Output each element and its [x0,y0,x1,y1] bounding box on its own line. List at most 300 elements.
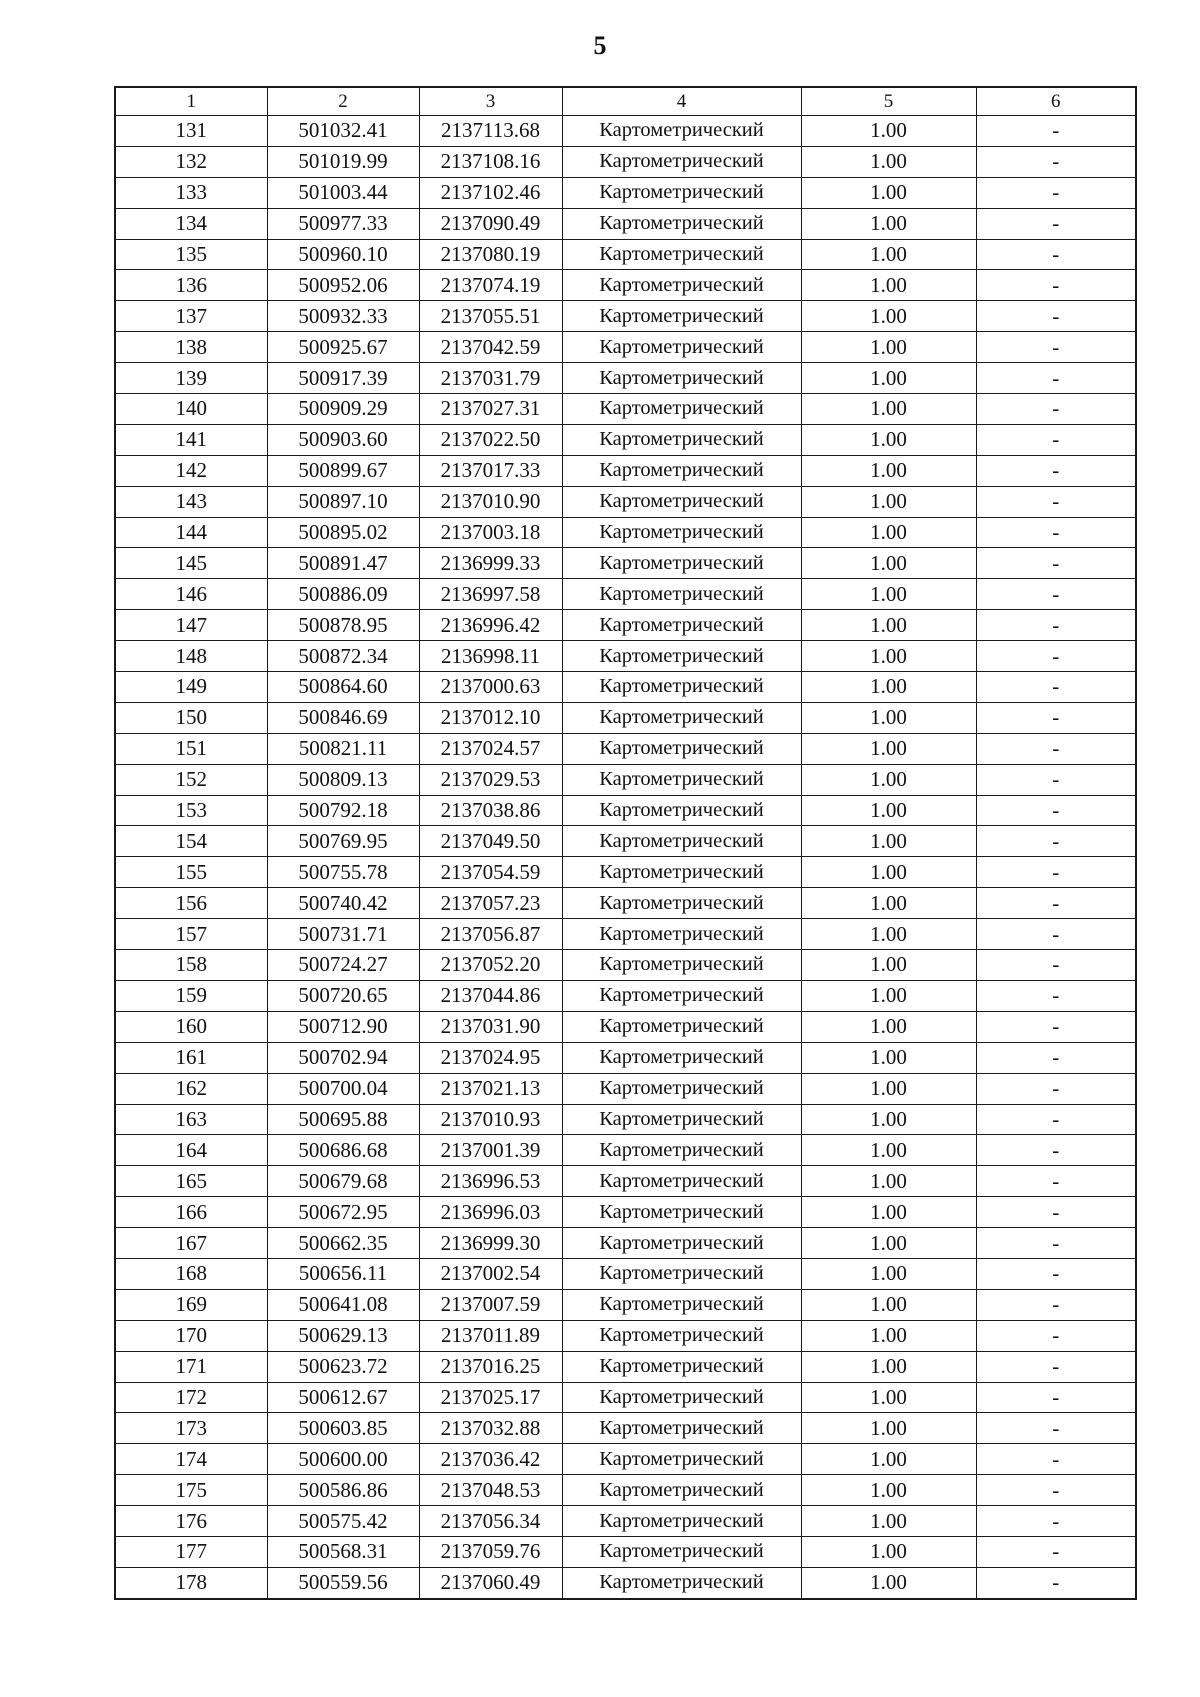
cell-method: Картометрический [562,826,801,857]
cell-y-coordinate: 2137052.20 [419,950,562,981]
cell-y-coordinate: 2137031.90 [419,1011,562,1042]
table-row [115,1382,1136,1413]
cell-accuracy: 1.00 [801,394,976,425]
cell-note: - [976,486,1136,517]
column-header-1: 1 [115,87,267,116]
header-row [115,87,1136,116]
table-row [115,672,1136,703]
table-row [115,980,1136,1011]
cell-note: - [976,826,1136,857]
cell-x-coordinate: 500899.67 [267,455,419,486]
cell-point-number: 152 [115,764,267,795]
cell-y-coordinate: 2137080.19 [419,239,562,270]
cell-method: Картометрический [562,641,801,672]
cell-x-coordinate: 500672.95 [267,1197,419,1228]
cell-method: Картометрический [562,610,801,641]
cell-note: - [976,1011,1136,1042]
cell-method: Картометрический [562,1351,801,1382]
cell-x-coordinate: 500586.86 [267,1475,419,1506]
cell-y-coordinate: 2137060.49 [419,1567,562,1598]
cell-note: - [976,919,1136,950]
table-row [115,1104,1136,1135]
cell-accuracy: 1.00 [801,1011,976,1042]
table-row [115,486,1136,517]
cell-point-number: 154 [115,826,267,857]
cell-note: - [976,579,1136,610]
cell-note: - [976,332,1136,363]
table-row [115,1413,1136,1444]
cell-accuracy: 1.00 [801,146,976,177]
cell-accuracy: 1.00 [801,1382,976,1413]
cell-y-coordinate: 2137108.16 [419,146,562,177]
cell-y-coordinate: 2137024.95 [419,1042,562,1073]
table-row [115,702,1136,733]
cell-note: - [976,455,1136,486]
cell-method: Картометрический [562,177,801,208]
cell-y-coordinate: 2137012.10 [419,702,562,733]
column-header-5: 5 [801,87,976,116]
cell-method: Картометрический [562,980,801,1011]
cell-point-number: 169 [115,1289,267,1320]
cell-method: Картометрический [562,548,801,579]
table-row [115,1320,1136,1351]
cell-note: - [976,548,1136,579]
cell-x-coordinate: 501019.99 [267,146,419,177]
cell-y-coordinate: 2137024.57 [419,733,562,764]
cell-accuracy: 1.00 [801,1536,976,1567]
cell-y-coordinate: 2137003.18 [419,517,562,548]
table-row [115,795,1136,826]
table-row [115,1475,1136,1506]
cell-point-number: 155 [115,857,267,888]
cell-x-coordinate: 500891.47 [267,548,419,579]
cell-method: Картометрический [562,1258,801,1289]
cell-x-coordinate: 500720.65 [267,980,419,1011]
cell-y-coordinate: 2137055.51 [419,301,562,332]
cell-point-number: 149 [115,672,267,703]
column-header-3: 3 [419,87,562,116]
cell-y-coordinate: 2137090.49 [419,208,562,239]
cell-method: Картометрический [562,301,801,332]
cell-point-number: 139 [115,363,267,394]
table-row [115,950,1136,981]
cell-y-coordinate: 2137027.31 [419,394,562,425]
cell-accuracy: 1.00 [801,672,976,703]
cell-x-coordinate: 500846.69 [267,702,419,733]
cell-note: - [976,1289,1136,1320]
cell-accuracy: 1.00 [801,1135,976,1166]
cell-point-number: 138 [115,332,267,363]
table-row [115,641,1136,672]
cell-accuracy: 1.00 [801,857,976,888]
table-row [115,1228,1136,1259]
cell-accuracy: 1.00 [801,1228,976,1259]
cell-method: Картометрический [562,672,801,703]
cell-method: Картометрический [562,239,801,270]
table-row [115,764,1136,795]
cell-note: - [976,363,1136,394]
cell-note: - [976,301,1136,332]
cell-point-number: 166 [115,1197,267,1228]
table-row [115,1289,1136,1320]
cell-y-coordinate: 2137025.17 [419,1382,562,1413]
cell-accuracy: 1.00 [801,1104,976,1135]
cell-x-coordinate: 500977.33 [267,208,419,239]
cell-point-number: 168 [115,1258,267,1289]
cell-accuracy: 1.00 [801,950,976,981]
cell-accuracy: 1.00 [801,517,976,548]
cell-x-coordinate: 500712.90 [267,1011,419,1042]
cell-method: Картометрический [562,919,801,950]
cell-point-number: 131 [115,116,267,147]
table-row [115,826,1136,857]
cell-accuracy: 1.00 [801,363,976,394]
cell-method: Картометрический [562,795,801,826]
cell-accuracy: 1.00 [801,888,976,919]
cell-method: Картометрический [562,455,801,486]
cell-note: - [976,857,1136,888]
cell-point-number: 150 [115,702,267,733]
cell-note: - [976,1536,1136,1567]
table-row [115,733,1136,764]
cell-accuracy: 1.00 [801,239,976,270]
cell-y-coordinate: 2137011.89 [419,1320,562,1351]
cell-x-coordinate: 500623.72 [267,1351,419,1382]
cell-method: Картометрический [562,424,801,455]
cell-y-coordinate: 2137038.86 [419,795,562,826]
cell-point-number: 141 [115,424,267,455]
cell-note: - [976,1351,1136,1382]
cell-point-number: 177 [115,1536,267,1567]
coordinates-table [114,86,1137,1600]
cell-method: Картометрический [562,1135,801,1166]
cell-y-coordinate: 2137000.63 [419,672,562,703]
cell-y-coordinate: 2136997.58 [419,579,562,610]
cell-note: - [976,1567,1136,1598]
cell-x-coordinate: 500792.18 [267,795,419,826]
cell-x-coordinate: 500575.42 [267,1506,419,1537]
cell-x-coordinate: 500568.31 [267,1536,419,1567]
cell-note: - [976,394,1136,425]
cell-note: - [976,1104,1136,1135]
cell-note: - [976,733,1136,764]
cell-method: Картометрический [562,1382,801,1413]
cell-point-number: 175 [115,1475,267,1506]
cell-x-coordinate: 500686.68 [267,1135,419,1166]
table-row [115,857,1136,888]
cell-point-number: 157 [115,919,267,950]
cell-method: Картометрический [562,1104,801,1135]
cell-method: Картометрический [562,1444,801,1475]
cell-x-coordinate: 500932.33 [267,301,419,332]
cell-method: Картометрический [562,517,801,548]
cell-method: Картометрический [562,1536,801,1567]
cell-note: - [976,980,1136,1011]
cell-point-number: 145 [115,548,267,579]
cell-point-number: 176 [115,1506,267,1537]
cell-accuracy: 1.00 [801,208,976,239]
cell-accuracy: 1.00 [801,795,976,826]
cell-method: Картометрический [562,1289,801,1320]
cell-accuracy: 1.00 [801,610,976,641]
cell-x-coordinate: 500702.94 [267,1042,419,1073]
cell-point-number: 160 [115,1011,267,1042]
cell-note: - [976,1073,1136,1104]
cell-y-coordinate: 2137017.33 [419,455,562,486]
cell-x-coordinate: 500925.67 [267,332,419,363]
cell-y-coordinate: 2137001.39 [419,1135,562,1166]
cell-y-coordinate: 2137016.25 [419,1351,562,1382]
cell-point-number: 153 [115,795,267,826]
cell-point-number: 159 [115,980,267,1011]
cell-y-coordinate: 2137031.79 [419,363,562,394]
table-header [115,87,1136,116]
cell-point-number: 147 [115,610,267,641]
cell-point-number: 158 [115,950,267,981]
cell-accuracy: 1.00 [801,702,976,733]
cell-point-number: 171 [115,1351,267,1382]
cell-y-coordinate: 2137007.59 [419,1289,562,1320]
cell-y-coordinate: 2136999.33 [419,548,562,579]
table-body [115,116,1136,1599]
cell-note: - [976,641,1136,672]
cell-x-coordinate: 500769.95 [267,826,419,857]
cell-accuracy: 1.00 [801,332,976,363]
cell-method: Картометрический [562,702,801,733]
cell-x-coordinate: 500960.10 [267,239,419,270]
cell-accuracy: 1.00 [801,1567,976,1598]
cell-x-coordinate: 500612.67 [267,1382,419,1413]
table-row [115,301,1136,332]
cell-y-coordinate: 2137059.76 [419,1536,562,1567]
cell-y-coordinate: 2137002.54 [419,1258,562,1289]
table-row [115,1011,1136,1042]
table-row [115,1042,1136,1073]
cell-note: - [976,208,1136,239]
cell-point-number: 143 [115,486,267,517]
cell-point-number: 172 [115,1382,267,1413]
cell-y-coordinate: 2137074.19 [419,270,562,301]
cell-note: - [976,1166,1136,1197]
cell-accuracy: 1.00 [801,919,976,950]
cell-method: Картометрический [562,363,801,394]
cell-method: Картометрический [562,950,801,981]
table-row [115,1444,1136,1475]
cell-y-coordinate: 2137044.86 [419,980,562,1011]
cell-accuracy: 1.00 [801,1444,976,1475]
cell-method: Картометрический [562,270,801,301]
cell-x-coordinate: 500909.29 [267,394,419,425]
cell-note: - [976,1228,1136,1259]
cell-y-coordinate: 2136996.53 [419,1166,562,1197]
cell-y-coordinate: 2137042.59 [419,332,562,363]
table-row [115,1197,1136,1228]
cell-method: Картометрический [562,1475,801,1506]
table-row [115,270,1136,301]
cell-x-coordinate: 500878.95 [267,610,419,641]
cell-y-coordinate: 2136996.42 [419,610,562,641]
table-row [115,1351,1136,1382]
table-row [115,116,1136,147]
cell-x-coordinate: 500886.09 [267,579,419,610]
cell-y-coordinate: 2137113.68 [419,116,562,147]
table-row [115,208,1136,239]
table-row [115,919,1136,950]
page-number: 5 [593,31,607,60]
cell-y-coordinate: 2137022.50 [419,424,562,455]
table-row [115,239,1136,270]
cell-point-number: 167 [115,1228,267,1259]
table-row [115,1536,1136,1567]
cell-method: Картометрический [562,1073,801,1104]
cell-method: Картометрический [562,1011,801,1042]
cell-x-coordinate: 500755.78 [267,857,419,888]
cell-x-coordinate: 500903.60 [267,424,419,455]
cell-method: Картометрический [562,394,801,425]
cell-method: Картометрический [562,1506,801,1537]
cell-point-number: 163 [115,1104,267,1135]
cell-y-coordinate: 2137054.59 [419,857,562,888]
cell-y-coordinate: 2137029.53 [419,764,562,795]
cell-method: Картометрический [562,1320,801,1351]
cell-y-coordinate: 2137010.90 [419,486,562,517]
table-row [115,517,1136,548]
cell-accuracy: 1.00 [801,1197,976,1228]
table-row [115,1567,1136,1598]
cell-method: Картометрический [562,1197,801,1228]
cell-accuracy: 1.00 [801,826,976,857]
cell-x-coordinate: 500656.11 [267,1258,419,1289]
cell-note: - [976,610,1136,641]
cell-x-coordinate: 500559.56 [267,1567,419,1598]
cell-note: - [976,1197,1136,1228]
cell-accuracy: 1.00 [801,641,976,672]
cell-point-number: 146 [115,579,267,610]
cell-method: Картометрический [562,857,801,888]
table-row [115,1258,1136,1289]
cell-accuracy: 1.00 [801,1351,976,1382]
cell-accuracy: 1.00 [801,1506,976,1537]
cell-x-coordinate: 500679.68 [267,1166,419,1197]
cell-x-coordinate: 500897.10 [267,486,419,517]
cell-method: Картометрический [562,116,801,147]
cell-method: Картометрический [562,1166,801,1197]
cell-point-number: 134 [115,208,267,239]
cell-y-coordinate: 2137056.34 [419,1506,562,1537]
cell-note: - [976,764,1136,795]
cell-point-number: 151 [115,733,267,764]
table-row [115,394,1136,425]
cell-point-number: 156 [115,888,267,919]
table-row [115,548,1136,579]
cell-y-coordinate: 2137056.87 [419,919,562,950]
cell-x-coordinate: 500600.00 [267,1444,419,1475]
cell-note: - [976,672,1136,703]
cell-accuracy: 1.00 [801,116,976,147]
cell-y-coordinate: 2137102.46 [419,177,562,208]
cell-accuracy: 1.00 [801,301,976,332]
cell-y-coordinate: 2136996.03 [419,1197,562,1228]
cell-point-number: 144 [115,517,267,548]
cell-point-number: 178 [115,1567,267,1598]
table-row [115,332,1136,363]
cell-note: - [976,1444,1136,1475]
cell-point-number: 135 [115,239,267,270]
cell-note: - [976,146,1136,177]
cell-method: Картометрический [562,1567,801,1598]
cell-method: Картометрический [562,146,801,177]
column-header-2: 2 [267,87,419,116]
cell-x-coordinate: 500895.02 [267,517,419,548]
cell-method: Картометрический [562,1228,801,1259]
cell-method: Картометрический [562,579,801,610]
cell-note: - [976,517,1136,548]
cell-accuracy: 1.00 [801,548,976,579]
cell-accuracy: 1.00 [801,1413,976,1444]
cell-x-coordinate: 500724.27 [267,950,419,981]
cell-note: - [976,795,1136,826]
cell-accuracy: 1.00 [801,764,976,795]
column-header-4: 4 [562,87,801,116]
cell-point-number: 148 [115,641,267,672]
cell-note: - [976,1135,1136,1166]
cell-method: Картометрический [562,888,801,919]
cell-accuracy: 1.00 [801,270,976,301]
cell-method: Картометрический [562,486,801,517]
cell-y-coordinate: 2136998.11 [419,641,562,672]
cell-point-number: 162 [115,1073,267,1104]
cell-accuracy: 1.00 [801,1289,976,1320]
table-row [115,363,1136,394]
cell-point-number: 170 [115,1320,267,1351]
cell-point-number: 173 [115,1413,267,1444]
cell-accuracy: 1.00 [801,486,976,517]
table-row [115,888,1136,919]
cell-y-coordinate: 2137036.42 [419,1444,562,1475]
cell-method: Картометрический [562,764,801,795]
cell-note: - [976,702,1136,733]
cell-note: - [976,116,1136,147]
cell-x-coordinate: 500731.71 [267,919,419,950]
cell-accuracy: 1.00 [801,733,976,764]
cell-note: - [976,1475,1136,1506]
table-row [115,579,1136,610]
cell-method: Картометрический [562,1042,801,1073]
cell-x-coordinate: 500629.13 [267,1320,419,1351]
cell-x-coordinate: 500700.04 [267,1073,419,1104]
cell-accuracy: 1.00 [801,1073,976,1104]
cell-accuracy: 1.00 [801,1166,976,1197]
column-header-6: 6 [976,87,1136,116]
cell-point-number: 165 [115,1166,267,1197]
cell-note: - [976,1258,1136,1289]
table-row [115,455,1136,486]
table-row [115,1073,1136,1104]
cell-x-coordinate: 500821.11 [267,733,419,764]
cell-point-number: 136 [115,270,267,301]
cell-note: - [976,1413,1136,1444]
cell-y-coordinate: 2137032.88 [419,1413,562,1444]
cell-note: - [976,270,1136,301]
cell-note: - [976,239,1136,270]
cell-method: Картометрический [562,208,801,239]
cell-x-coordinate: 500872.34 [267,641,419,672]
table-row [115,424,1136,455]
cell-y-coordinate: 2137048.53 [419,1475,562,1506]
cell-accuracy: 1.00 [801,1475,976,1506]
cell-accuracy: 1.00 [801,1042,976,1073]
table-row [115,1506,1136,1537]
